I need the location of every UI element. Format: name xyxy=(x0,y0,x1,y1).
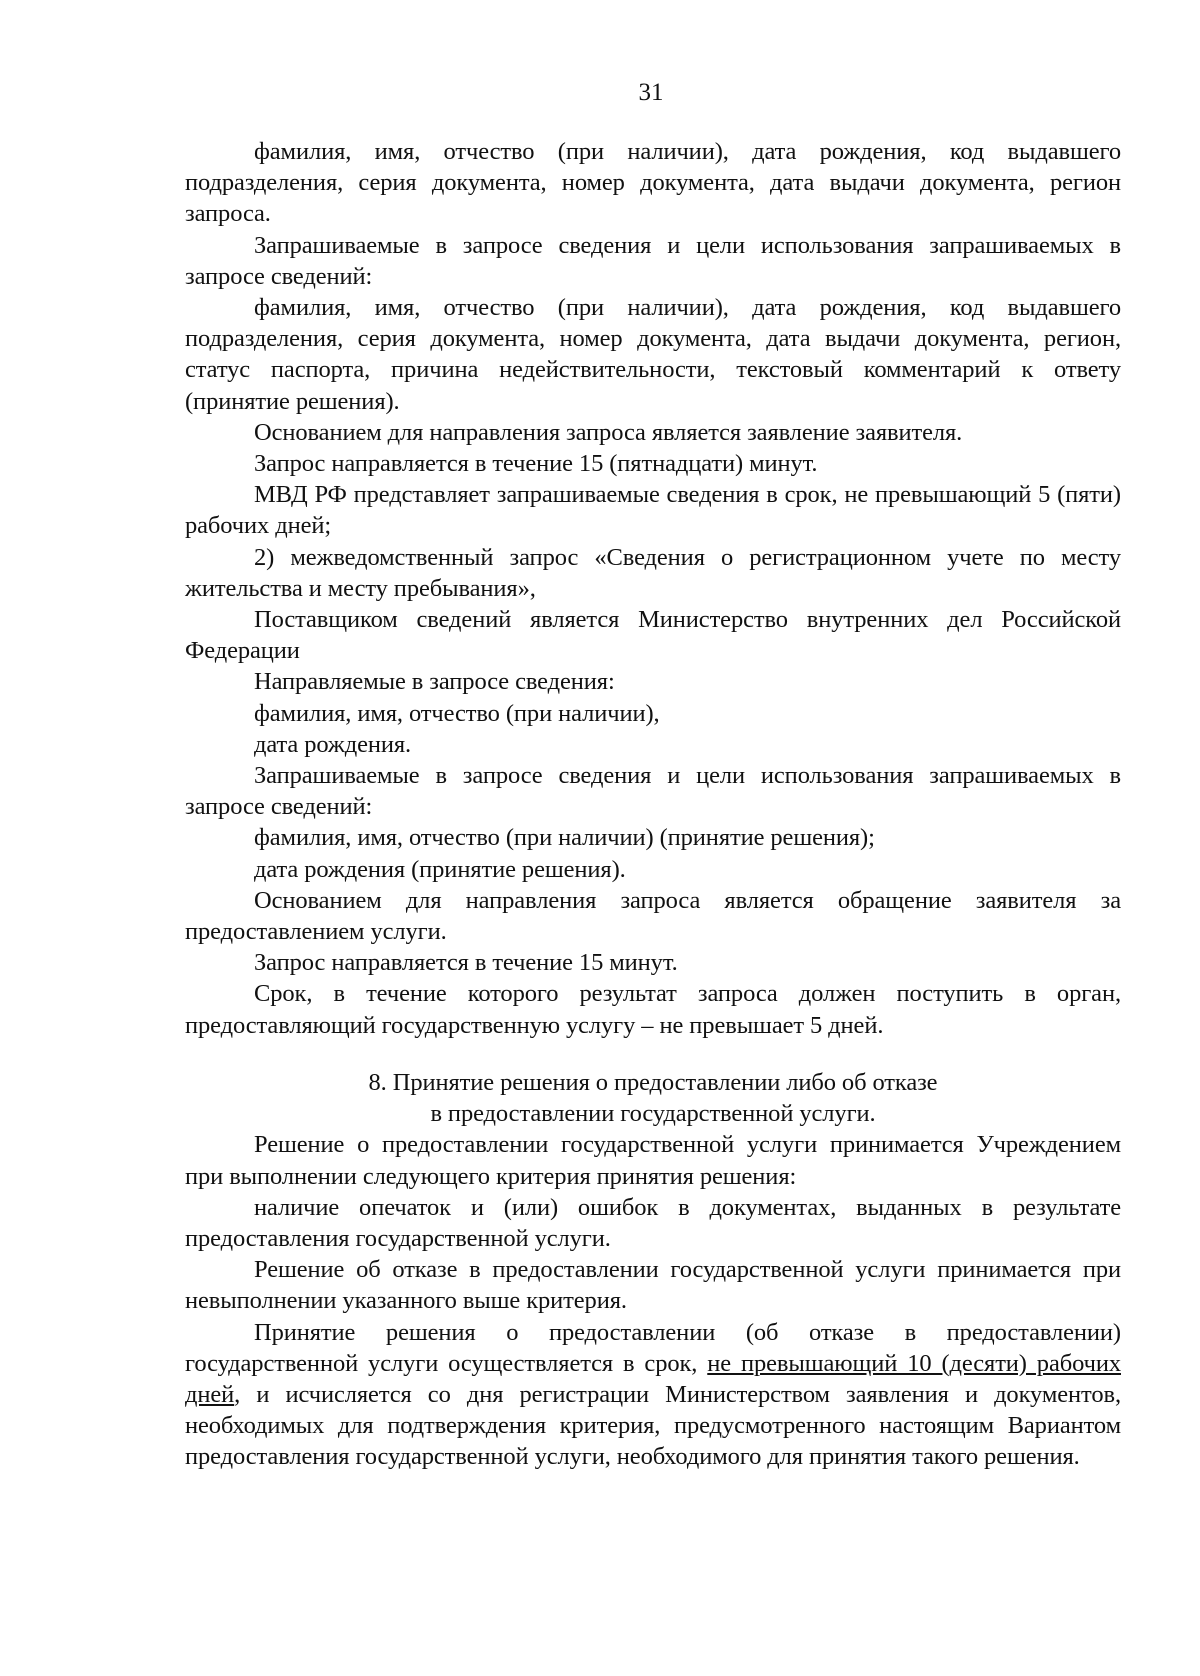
paragraph-11: дата рождения. xyxy=(254,730,412,758)
paragraph-2: Запрашиваемые в запросе сведения и цели использования запрашиваемых в запросе сведений: xyxy=(185,231,1121,290)
paragraph-21 xyxy=(185,1317,1121,1473)
paragraph-5: Запрос направляется в течение 15 (пятнадцати) минут. xyxy=(254,450,818,478)
page-number: 31 xyxy=(638,79,664,106)
paragraph-18: Решение о предоставлении государственной услуги принимается Учреждением при выполнении следующего критерия принятия решения: xyxy=(185,1131,1121,1190)
paragraph-7: 2) межведомственный запрос «Сведения о регистрационном учете по месту жительства и месту пребывания», xyxy=(185,543,1121,602)
paragraph-8: Поставщиком сведений является Министерство внутренних дел Российской Федерации xyxy=(185,606,1121,665)
paragraph-19: наличие опечаток и (или) ошибок в документах, выданных в результате предоставления государственной услуги. xyxy=(185,1193,1121,1252)
paragraph-14: дата рождения (принятие решения). xyxy=(254,855,626,883)
paragraph-10: фамилия, имя, отчество (при наличии), xyxy=(254,699,660,727)
section-heading-line-2: в предоставлении государственной услуги. xyxy=(430,1100,876,1128)
paragraph-12: Запрашиваемые в запросе сведения и цели использования запрашиваемых в запросе сведений: xyxy=(185,762,1121,821)
underlined-deadline: не превышающий 10 (десяти) рабочих дней xyxy=(185,1349,1121,1408)
paragraph-1: фамилия, имя, отчество (при наличии), дата рождения, код выдавшего подразделения, серия документа, номер документа, дата выдачи документа, регион запроса. xyxy=(185,138,1121,228)
paragraph-21-text-before: Принятие решения о предоставлении (об отказе в предоставлении) государственной услуги осуществляется в срок, xyxy=(185,1318,1121,1377)
paragraph-6: МВД РФ представляет запрашиваемые сведения в срок, не превышающий 5 (пяти) рабочих дней; xyxy=(185,481,1121,540)
section-spacer xyxy=(185,1041,1121,1067)
paragraph-15: Основанием для направления запроса является обращение заявителя за предоставлением услуги. xyxy=(185,886,1121,946)
document-body xyxy=(185,136,1121,1473)
paragraph-16: Запрос направляется в течение 15 минут. xyxy=(254,949,678,977)
section-heading xyxy=(185,1067,1121,1129)
paragraph-4: Основанием для направления запроса является заявление заявителя. xyxy=(254,418,963,446)
section-heading-line-1: 8. Принятие решения о предоставлении либо об отказе xyxy=(368,1068,938,1096)
paragraph-3: фамилия, имя, отчество (при наличии), дата рождения, код выдавшего подразделения, серия документа, номер документа, дата выдачи документа, регион, статус паспорта, причина недействительности, текстовый комментарий к ответу (принятие решения). xyxy=(185,294,1121,415)
paragraph-21-text-after: , и исчисляется со дня регистрации Министерством заявления и документов, необходимых для подтверждения критерия, предусмотренного настоящим Вариантом предоставления государственной услуги, необходимого для принятия такого решения. xyxy=(185,1380,1121,1471)
paragraph-17: Срок, в течение которого результат запроса должен поступить в орган, предоставляющий государственную услугу – не превышает 5 дней. xyxy=(185,980,1121,1039)
paragraph-9: Направляемые в запросе сведения: xyxy=(254,668,615,696)
paragraph-13: фамилия, имя, отчество (при наличии) (принятие решения); xyxy=(254,824,875,852)
paragraph-20: Решение об отказе в предоставлении государственной услуги принимается при невыполнении указанного выше критерия. xyxy=(185,1256,1121,1315)
